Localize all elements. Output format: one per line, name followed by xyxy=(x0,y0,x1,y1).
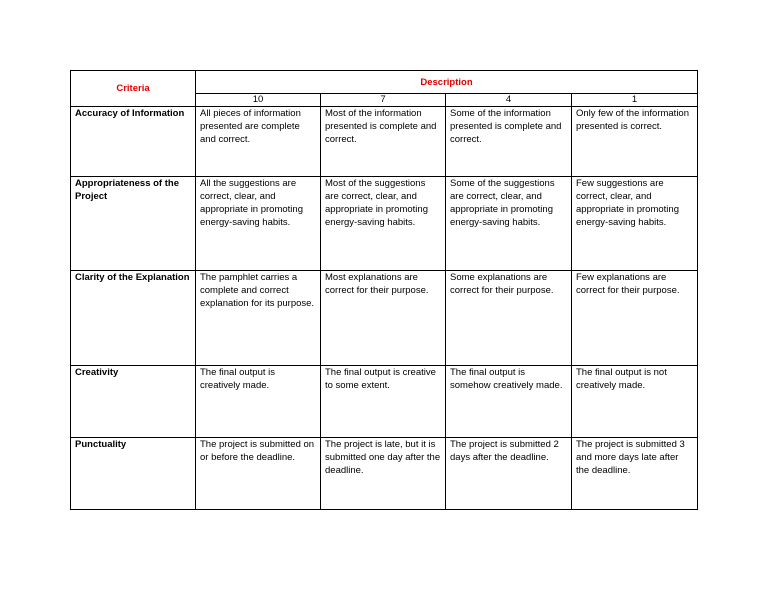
criterion-punctuality: Punctuality xyxy=(71,438,196,510)
score-7: 7 xyxy=(321,94,446,107)
row-punctuality xyxy=(71,438,698,510)
row-appropriateness xyxy=(71,177,698,271)
cell-appropriateness-4: Some of the suggestions are correct, clear, and appropriate in promoting energy-saving habits. xyxy=(446,177,572,271)
cell-clarity-1: Few explanations are correct for their purpose. xyxy=(572,271,698,366)
row-creativity xyxy=(71,366,698,438)
cell-punctuality-7: The project is late, but it is submitted one day after the deadline. xyxy=(321,438,446,510)
description-header: Description xyxy=(196,71,698,94)
criterion-appropriateness: Appropriateness of the Project xyxy=(71,177,196,271)
cell-creativity-7: The final output is creative to some extent. xyxy=(321,366,446,438)
cell-punctuality-4: The project is submitted 2 days after the deadline. xyxy=(446,438,572,510)
cell-accuracy-7: Most of the information presented is complete and correct. xyxy=(321,107,446,177)
header-row xyxy=(71,71,698,94)
cell-punctuality-10: The project is submitted on or before the deadline. xyxy=(196,438,321,510)
cell-creativity-4: The final output is somehow creatively made. xyxy=(446,366,572,438)
cell-creativity-10: The final output is creatively made. xyxy=(196,366,321,438)
cell-appropriateness-7: Most of the suggestions are correct, clear, and appropriate in promoting energy-saving habits. xyxy=(321,177,446,271)
score-1: 1 xyxy=(572,94,698,107)
cell-punctuality-1: The project is submitted 3 and more days late after the deadline. xyxy=(572,438,698,510)
criterion-creativity: Creativity xyxy=(71,366,196,438)
cell-creativity-1: The final output is not creatively made. xyxy=(572,366,698,438)
cell-appropriateness-1: Few suggestions are correct, clear, and appropriate in promoting energy-saving habits. xyxy=(572,177,698,271)
cell-accuracy-10: All pieces of information presented are complete and correct. xyxy=(196,107,321,177)
criterion-clarity: Clarity of the Explanation xyxy=(71,271,196,366)
score-4: 4 xyxy=(446,94,572,107)
cell-clarity-7: Most explanations are correct for their purpose. xyxy=(321,271,446,366)
score-10: 10 xyxy=(196,94,321,107)
cell-clarity-4: Some explanations are correct for their purpose. xyxy=(446,271,572,366)
row-clarity xyxy=(71,271,698,366)
cell-accuracy-1: Only few of the information presented is correct. xyxy=(572,107,698,177)
cell-accuracy-4: Some of the information presented is complete and correct. xyxy=(446,107,572,177)
cell-appropriateness-10: All the suggestions are correct, clear, and appropriate in promoting energy-saving habits. xyxy=(196,177,321,271)
row-accuracy xyxy=(71,107,698,177)
rubric-table xyxy=(70,70,698,510)
cell-clarity-10: The pamphlet carries a complete and correct explanation for its purpose. xyxy=(196,271,321,366)
criteria-header: Criteria xyxy=(71,71,196,107)
criterion-accuracy: Accuracy of Information xyxy=(71,107,196,177)
